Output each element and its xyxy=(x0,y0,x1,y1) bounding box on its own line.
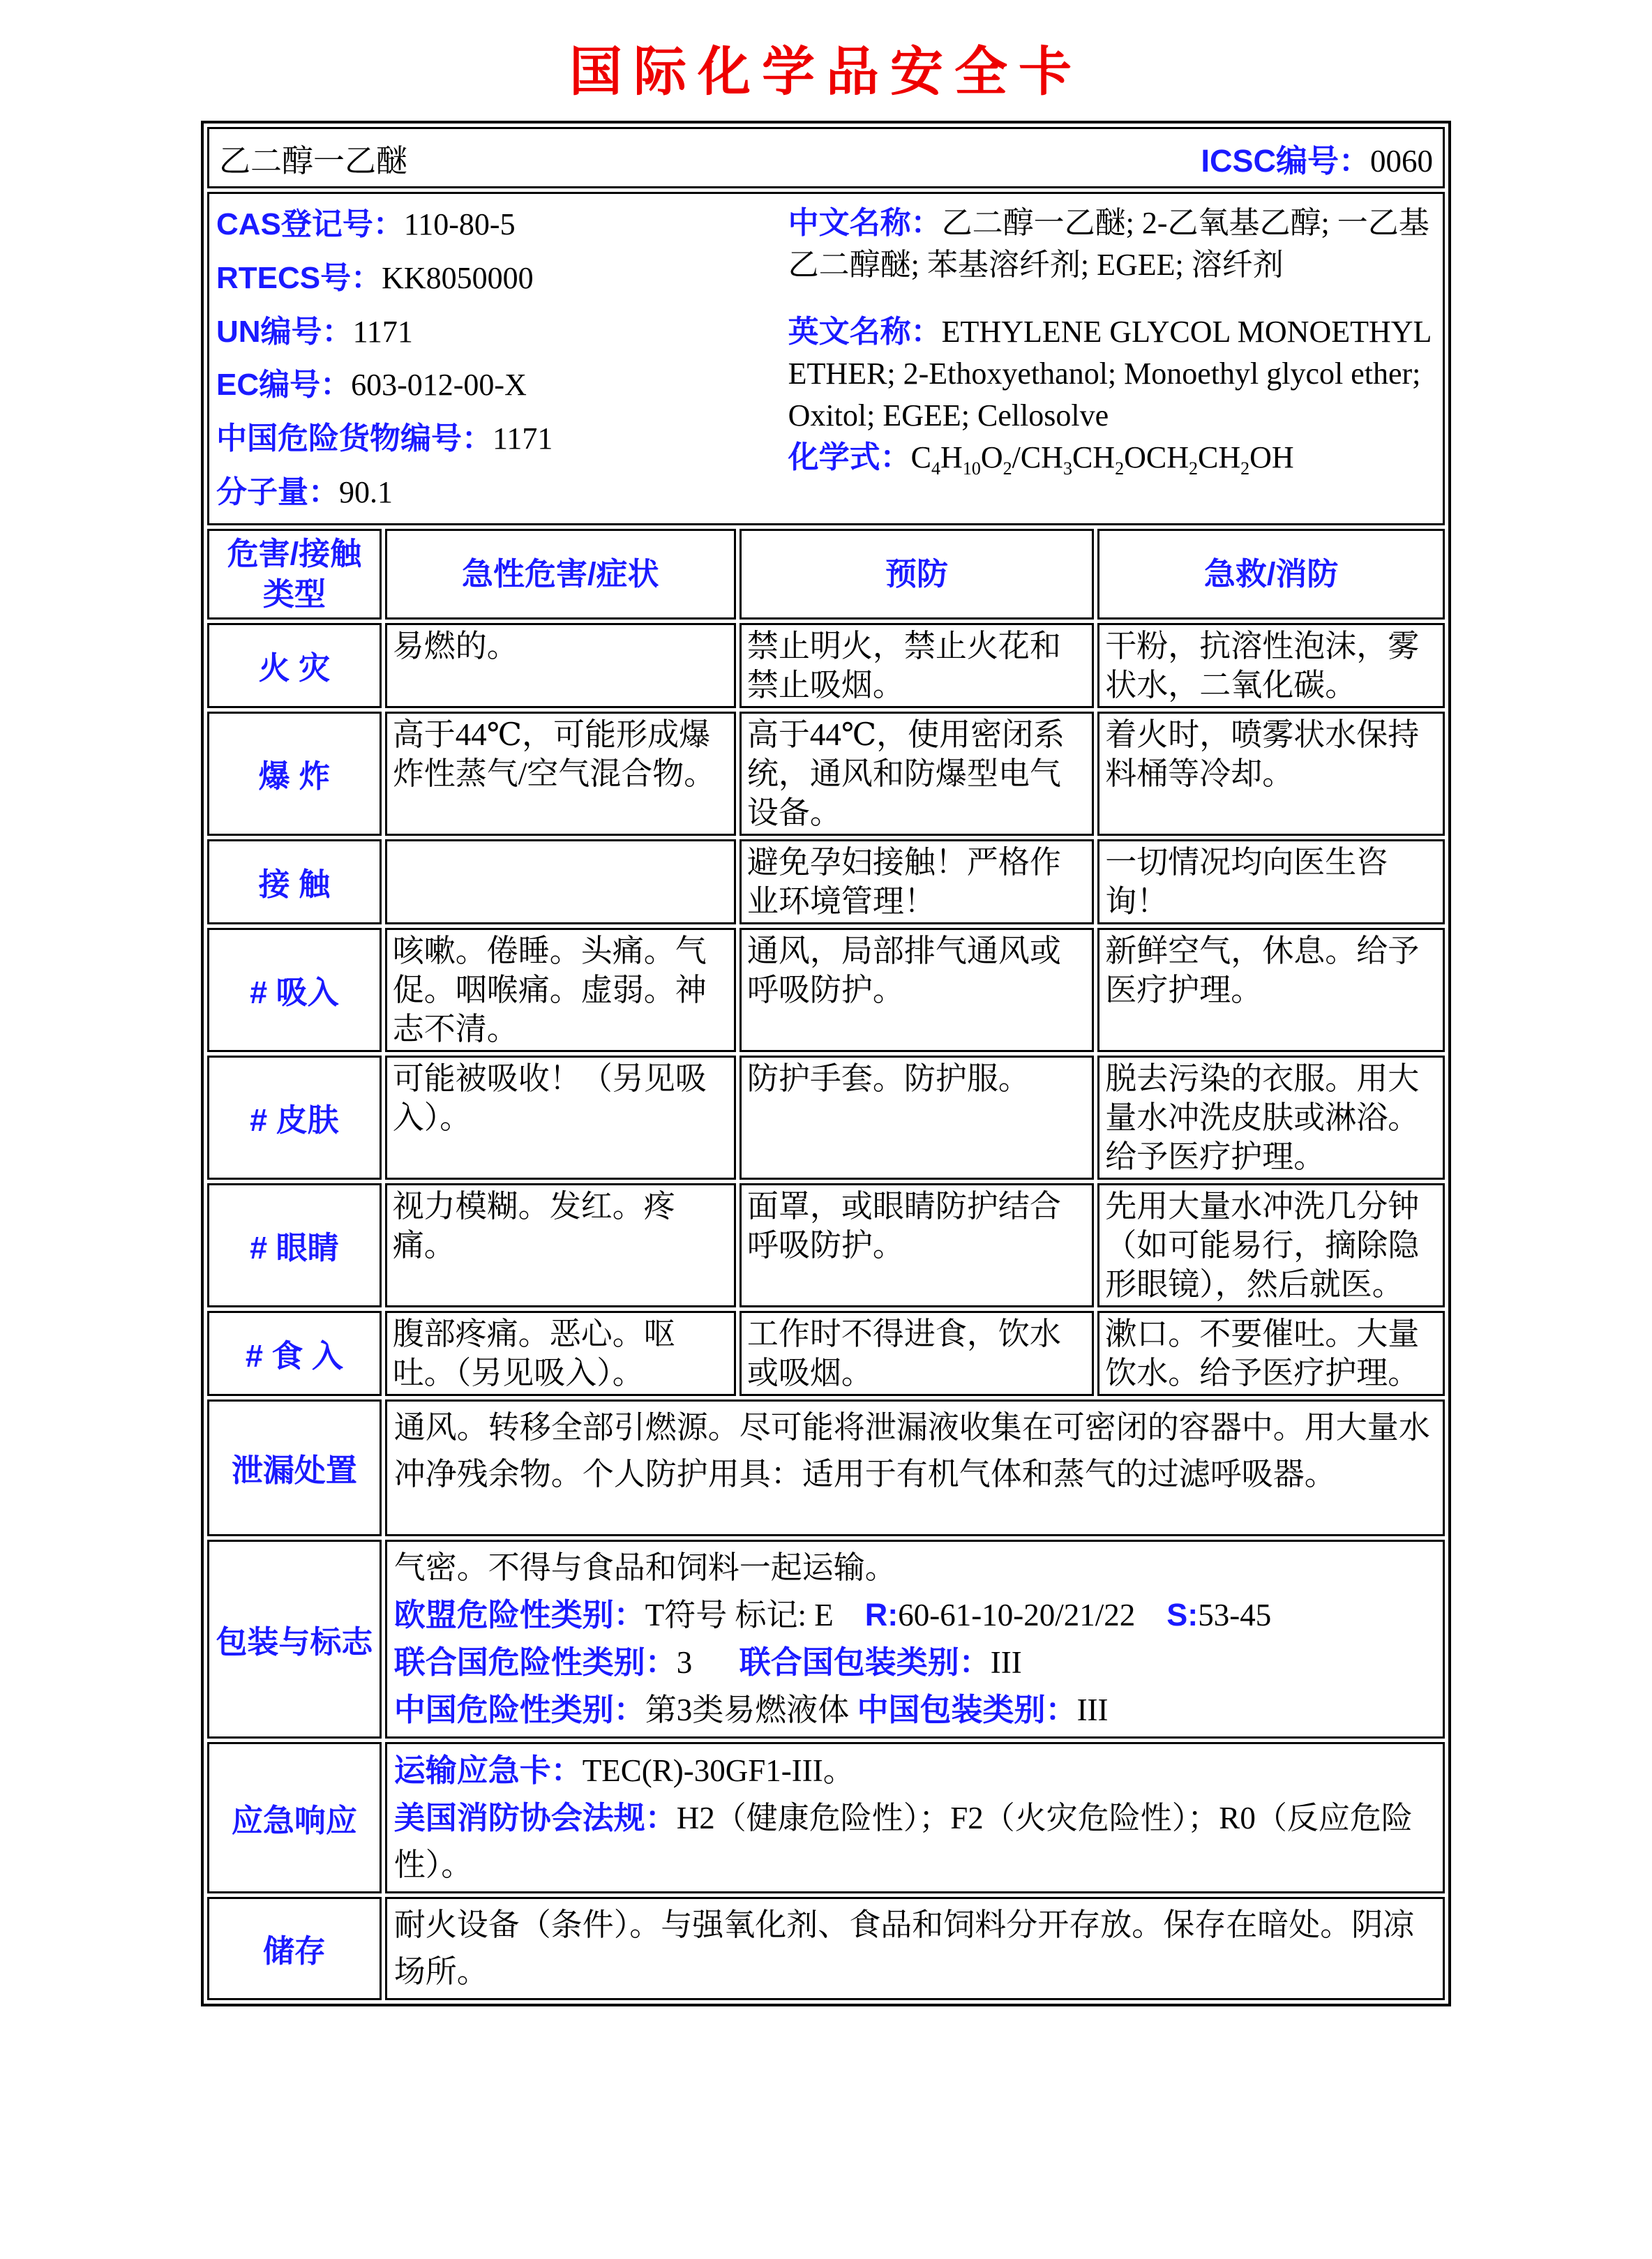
id-line-rtecs xyxy=(216,257,788,299)
cell-skin-prevention: 防护手套。防护服。 xyxy=(739,1056,1094,1180)
cell-skin-aid: 脱去污染的衣服。用大量水冲洗皮肤或淋浴。给予医疗护理。 xyxy=(1097,1056,1445,1180)
cell-explosion-symptoms: 高于44℃，可能形成爆炸性蒸气/空气混合物。 xyxy=(385,712,736,836)
rtecs-label: RTECS号： xyxy=(216,260,382,295)
hazard-table xyxy=(207,529,1445,2000)
row-exposure-type: 接 触 xyxy=(207,839,382,924)
formula-value: $C_4H_{10}O_2/CH_3CH_2OCH_2CH_2OH$ xyxy=(910,440,1294,479)
emergency-line-1: 运输应急卡：TEC(R)-30GF1-III。 xyxy=(393,1752,855,1788)
cell-exposure-prevention: 避免孕妇接触！严格作业环境管理！ xyxy=(739,839,1094,924)
page-title: 国际化学品安全卡 xyxy=(569,43,1083,102)
safety-card xyxy=(201,121,1451,2006)
cas-value: 110-80-5 xyxy=(403,207,516,241)
row-ingestion-type: # 食 入 xyxy=(207,1311,382,1396)
un-value: 1171 xyxy=(352,314,413,349)
ec-value: 603-012-00-X xyxy=(351,368,527,403)
section-emergency-title: 应急响应 xyxy=(207,1742,382,1893)
id-line-molweight xyxy=(216,472,788,513)
cell-fire-prevention: 禁止明火，禁止火花和禁止吸烟。 xyxy=(739,623,1094,708)
col-header-firstaid: 急救/消防 xyxy=(1097,529,1445,620)
section-packaging-title: 包装与标志 xyxy=(207,1540,382,1739)
id-line-china-dg xyxy=(216,418,788,460)
col-header-hazard-type-line2: 类型 xyxy=(262,576,326,612)
col-header-hazard-type xyxy=(207,529,382,620)
cell-exposure-symptoms xyxy=(385,839,736,924)
id-line-ec xyxy=(216,364,788,406)
cell-ingestion-prevention: 工作时不得进食，饮水或吸烟。 xyxy=(739,1311,1094,1396)
id-line-cas xyxy=(216,204,788,246)
identifier-list xyxy=(216,201,788,516)
china-dg-value: 1171 xyxy=(493,421,553,456)
cell-skin-symptoms: 可能被吸收！（另见吸入）。 xyxy=(385,1056,736,1180)
cell-ingestion-aid: 漱口。不要催吐。大量饮水。给予医疗护理。 xyxy=(1097,1311,1445,1396)
card-header xyxy=(207,127,1445,188)
formula-block xyxy=(788,437,1433,490)
section-spillage-content xyxy=(385,1399,1445,1536)
chinese-name-value: 乙二醇一乙醚; 2-乙氧基乙醇; 一乙基乙二醇醚; 苯基溶纤剂; EGEE; 溶纤剂 xyxy=(788,206,1429,282)
row-fire-type: 火 灾 xyxy=(207,623,382,708)
spillage-line-1: 通风。转移全部引燃源。尽可能将泄漏液收集在可密闭的容器中。用大量水冲净残余物。个人防护用具：适用于有机气体和蒸气的过滤呼吸器。 xyxy=(393,1409,1430,1492)
cell-eyes-aid: 先用大量水冲洗几分钟（如可能易行，摘除隐形眼镜），然后就医。 xyxy=(1097,1183,1445,1307)
icsc-number-field xyxy=(1201,135,1433,181)
cell-fire-symptoms: 易燃的。 xyxy=(385,623,736,708)
cell-eyes-prevention: 面罩，或眼睛防护结合呼吸防护。 xyxy=(739,1183,1094,1307)
cell-inhalation-symptoms: 咳嗽。倦睡。头痛。气促。咽喉痛。虚弱。神志不清。 xyxy=(385,928,736,1052)
packaging-line-3: 联合国危险性类别：3 联合国包装类别：III xyxy=(393,1644,1022,1680)
cell-exposure-aid: 一切情况均向医生咨询！ xyxy=(1097,839,1445,924)
china-dg-label: 中国危险货物编号： xyxy=(216,421,493,456)
substance-info-section xyxy=(207,192,1445,525)
cell-ingestion-symptoms: 腹部疼痛。恶心。呕吐。（另见吸入）。 xyxy=(385,1311,736,1396)
section-storage-title: 储存 xyxy=(207,1897,382,2000)
section-storage-content xyxy=(385,1897,1445,2000)
cell-inhalation-prevention: 通风，局部排气通风或呼吸防护。 xyxy=(739,928,1094,1052)
name-list xyxy=(788,201,1433,516)
rtecs-value: KK8050000 xyxy=(382,260,534,295)
packaging-line-1: 气密。不得与食品和饲料一起运输。 xyxy=(393,1549,896,1585)
cell-explosion-prevention: 高于44℃，使用密闭系统，通风和防爆型电气设备。 xyxy=(739,712,1094,836)
emergency-line-2: 美国消防协会法规：H2（健康危险性）；F2（火灾危险性）；R0（反应危险性）。 xyxy=(393,1799,1413,1882)
section-emergency-content xyxy=(385,1742,1445,1893)
col-header-symptoms: 急性危害/症状 xyxy=(385,529,736,620)
storage-line-1: 耐火设备（条件）。与强氧化剂、食品和饲料分开存放。保存在暗处。阴凉场所。 xyxy=(393,1907,1415,1989)
english-name-value: ETHYLENE GLYCOL MONOETHYL ETHER; 2-Ethoxyethanol; Monoethyl glycol ether; Oxitol; EGEE; Cellosolve xyxy=(788,315,1431,433)
substance-name: 乙二醇一乙醚 xyxy=(219,143,408,179)
row-skin-type: # 皮肤 xyxy=(207,1056,382,1180)
section-spillage-title: 泄漏处置 xyxy=(207,1399,382,1536)
col-header-hazard-type-line1: 危害/接触 xyxy=(227,535,362,571)
row-eyes-type: # 眼睛 xyxy=(207,1183,382,1307)
english-name-label: 英文名称： xyxy=(788,315,942,349)
id-line-un xyxy=(216,311,788,353)
col-header-prevention: 预防 xyxy=(739,529,1094,620)
icsc-document-page xyxy=(0,29,1652,2259)
english-name-block xyxy=(788,311,1433,437)
row-explosion-type: 爆 炸 xyxy=(207,712,382,836)
packaging-line-2: 欧盟危险性类别：T符号 标记: E R:60-61-10-20/21/22 S:53-45 xyxy=(393,1596,1272,1633)
cell-eyes-symptoms: 视力模糊。发红。疼痛。 xyxy=(385,1183,736,1307)
packaging-line-4: 中国危险性类别：第3类易燃液体 中国包装类别：III xyxy=(393,1691,1109,1727)
un-label: UN编号： xyxy=(216,314,353,349)
cell-fire-aid: 干粉，抗溶性泡沫，雾状水，二氧化碳。 xyxy=(1097,623,1445,708)
ec-label: EC编号： xyxy=(216,368,352,403)
chinese-name-block xyxy=(788,202,1433,286)
cell-inhalation-aid: 新鲜空气，休息。给予医疗护理。 xyxy=(1097,928,1445,1052)
icsc-label: ICSC编号： xyxy=(1201,142,1370,179)
section-packaging-content xyxy=(385,1540,1445,1739)
molweight-label: 分子量： xyxy=(216,474,339,509)
cell-explosion-aid: 着火时，喷雾状水保持料桶等冷却。 xyxy=(1097,712,1445,836)
formula-label: 化学式： xyxy=(788,440,911,474)
chinese-name-label: 中文名称： xyxy=(788,206,942,240)
cas-label: CAS登记号： xyxy=(216,207,404,241)
molweight-value: 90.1 xyxy=(339,474,393,509)
icsc-number: 0060 xyxy=(1370,143,1433,179)
row-inhalation-type: # 吸入 xyxy=(207,928,382,1052)
